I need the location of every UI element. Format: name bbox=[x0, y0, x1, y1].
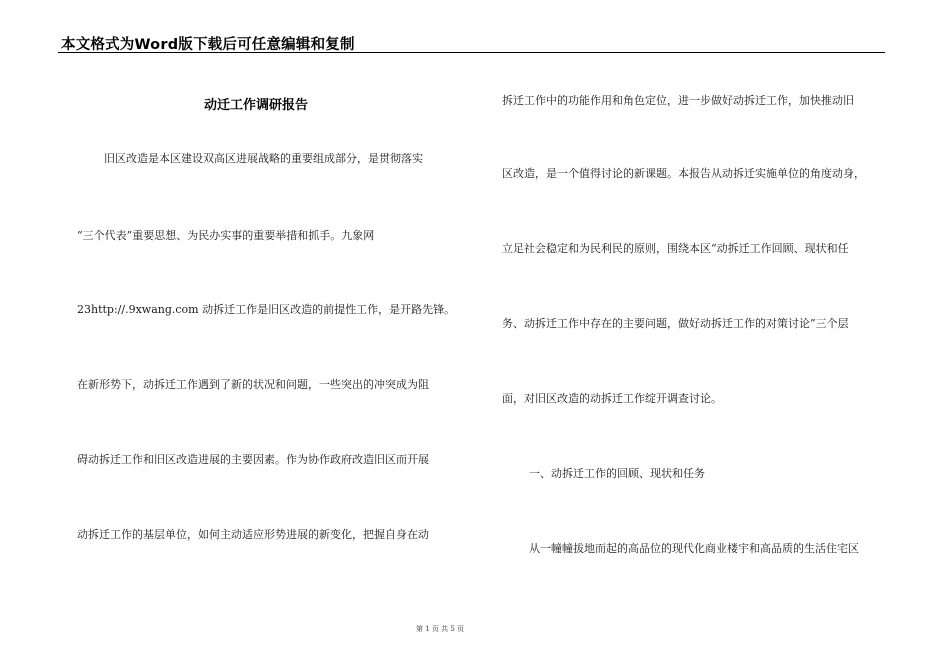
page-number-footer: 第 1 页 共 5 页 bbox=[415, 625, 465, 633]
left-paragraph-line: “三个代表”重要思想、为民办实事的重要举措和抓手。九象网 bbox=[77, 229, 375, 242]
right-paragraph-line: 从一幢幢拔地而起的高品位的现代化商业楼宇和高品质的生活住宅区 bbox=[529, 542, 859, 555]
left-paragraph-line: 在新形势下，动拆迁工作遇到了新的状况和问题，一些突出的冲突成为阻 bbox=[77, 378, 429, 391]
left-paragraph-line: 碍动拆迁工作和旧区改造进展的主要因素。作为协作政府改造旧区而开展 bbox=[77, 453, 429, 466]
right-paragraph-line: 面，对旧区改造的动拆迁工作绽开调查讨论。 bbox=[502, 392, 722, 405]
right-paragraph-line: 拆迁工作中的功能作用和角色定位，进一步做好动拆迁工作，加快推动旧 bbox=[502, 94, 854, 107]
right-paragraph-line: 区改造，是一个值得讨论的新课题。本报告从动拆迁实施单位的角度动身， bbox=[502, 167, 865, 180]
document-banner: 本文格式为Word版下载后可任意编辑和复制 bbox=[61, 37, 355, 53]
document-title: 动迁工作调研报告 bbox=[204, 98, 309, 113]
left-paragraph-line: 23http://.9xwang.com 动拆迁工作是旧区改造的前提性工作，是开路先锋。 bbox=[77, 303, 456, 316]
left-paragraph-line: 动拆迁工作的基层单位，如何主动适应形势进展的新变化，把握自身在动 bbox=[77, 528, 429, 541]
header-divider bbox=[58, 52, 885, 53]
right-paragraph-line: 立足社会稳定和为民利民的原则，围绕本区“动拆迁工作回顾、现状和任 bbox=[502, 242, 849, 255]
section-heading: 一、动拆迁工作的回顾、现状和任务 bbox=[529, 467, 705, 480]
right-paragraph-line: 务、动拆迁工作中存在的主要问题，做好动拆迁工作的对策讨论”三个层 bbox=[502, 317, 849, 330]
left-paragraph-line: 旧区改造是本区建设双高区进展战略的重要组成部分，是贯彻落实 bbox=[104, 152, 423, 165]
